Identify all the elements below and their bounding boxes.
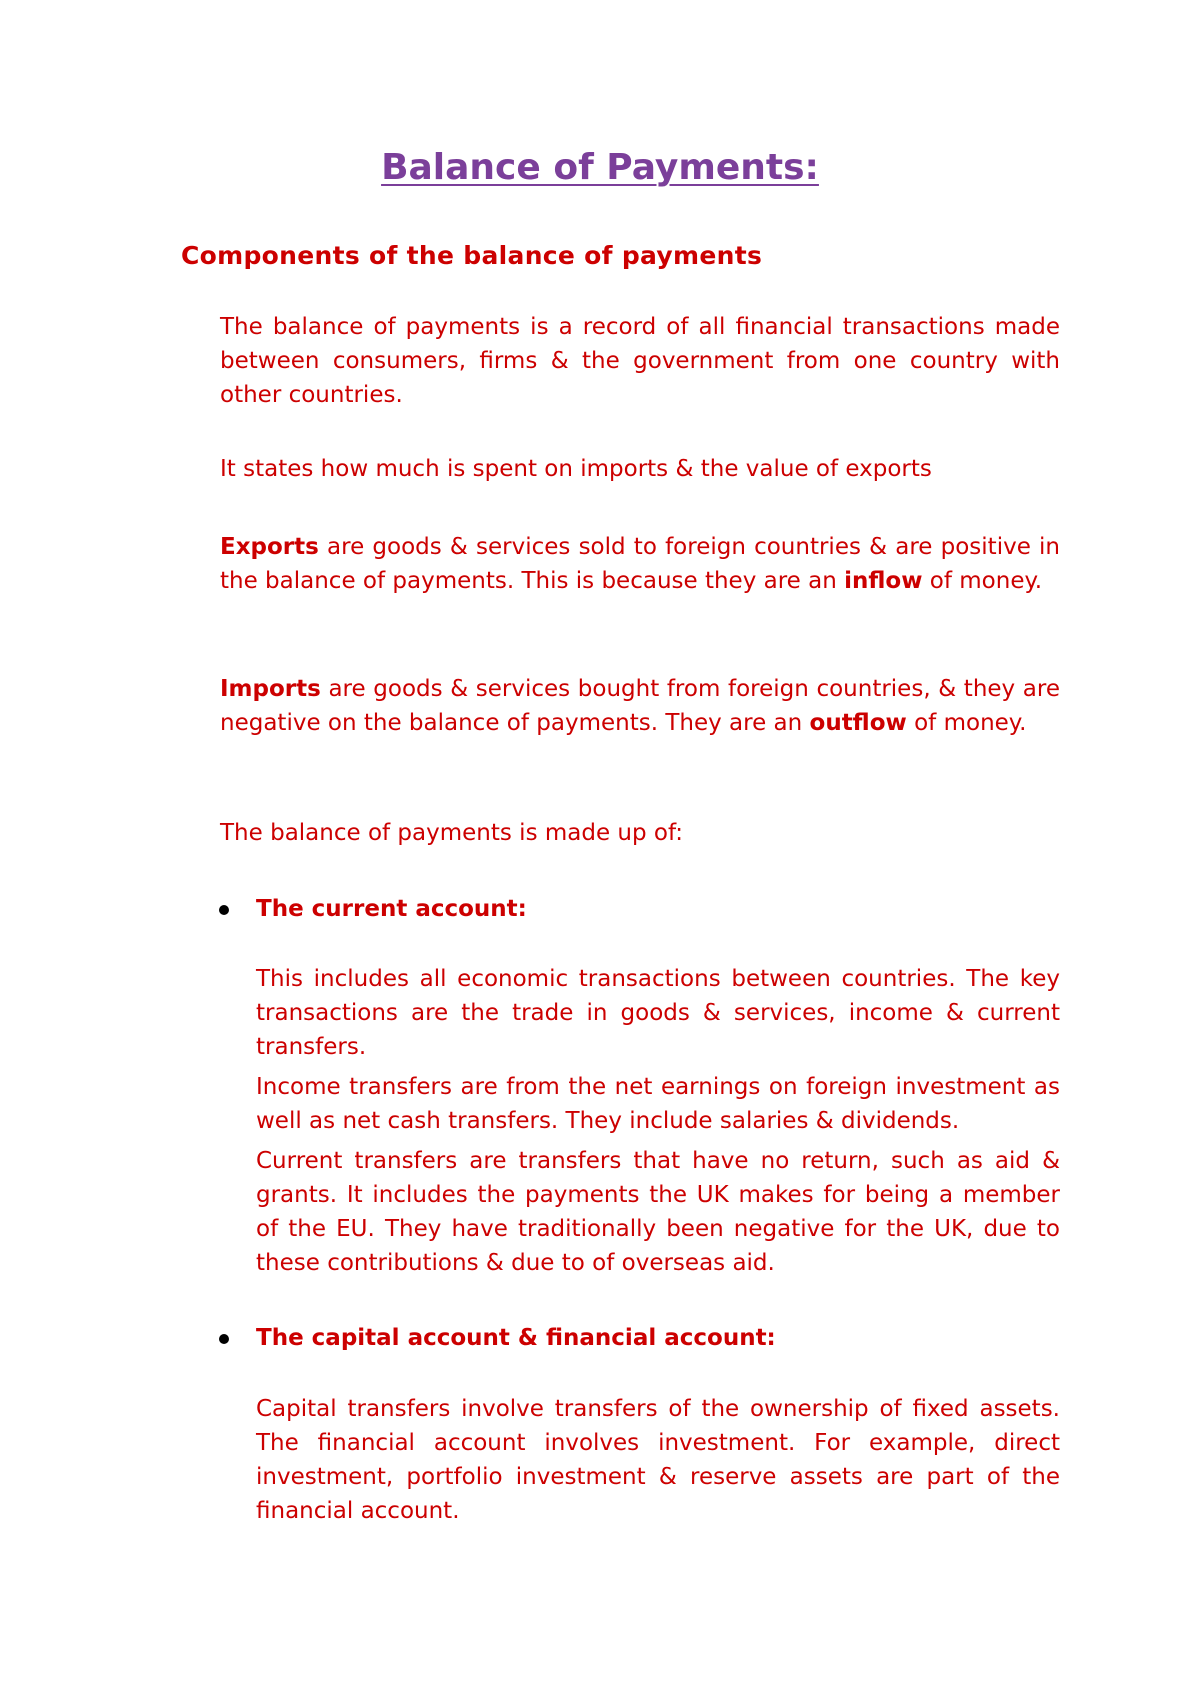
imports-text-a: are goods & services bought from foreign countries, & they are negative on the balance of payments. They are an: [220, 676, 1060, 736]
imports-exports-paragraph: It states how much is spent on imports & the value of exports: [220, 456, 932, 482]
bullet-icon: [219, 1334, 229, 1344]
exports-term: Exports: [220, 534, 319, 560]
current-account-title: The current account:: [256, 896, 527, 922]
current-account-paragraph-2: Income transfers are from the net earnings on foreign investment as well as net cash transfers. They include salaries & dividends.: [256, 1074, 1060, 1134]
imports-term: Imports: [220, 676, 321, 702]
bullet-icon: [219, 905, 229, 915]
exports-text-a: are goods & services sold to foreign countries & are positive in the balance of payments. This is because they are an: [220, 534, 1060, 594]
capital-account-paragraph: Capital transfers involve transfers of the ownership of fixed assets. The financial account involves investment. For example, direct investment, portfolio investment & reserve assets are part of the financial account.: [256, 1396, 1060, 1524]
inflow-term: inflow: [844, 568, 923, 594]
page-title: Balance of Payments:: [381, 147, 819, 188]
intro-paragraph: The balance of payments is a record of all financial transactions made between consumers, firms & the government from one country with other countries.: [220, 314, 1060, 408]
exports-paragraph: [220, 530, 1060, 598]
section-heading: Components of the balance of payments: [181, 241, 763, 270]
current-account-paragraph-3: Current transfers are transfers that have no return, such as aid & grants. It includes the payments the UK makes for being a member of the EU. They have traditionally been negative for the UK, due to these contributions & due to of overseas aid.: [256, 1148, 1060, 1276]
current-account-paragraph-1: This includes all economic transactions between countries. The key transactions are the trade in goods & services, income & current transfers.: [256, 966, 1060, 1060]
capital-financial-account-title: The capital account & financial account:: [256, 1325, 776, 1351]
imports-text-b: of money.: [906, 710, 1027, 736]
outflow-term: outflow: [809, 710, 907, 736]
exports-text-b: of money.: [922, 568, 1043, 594]
imports-paragraph: [220, 672, 1060, 740]
made-up-of-paragraph: The balance of payments is made up of:: [220, 820, 684, 846]
